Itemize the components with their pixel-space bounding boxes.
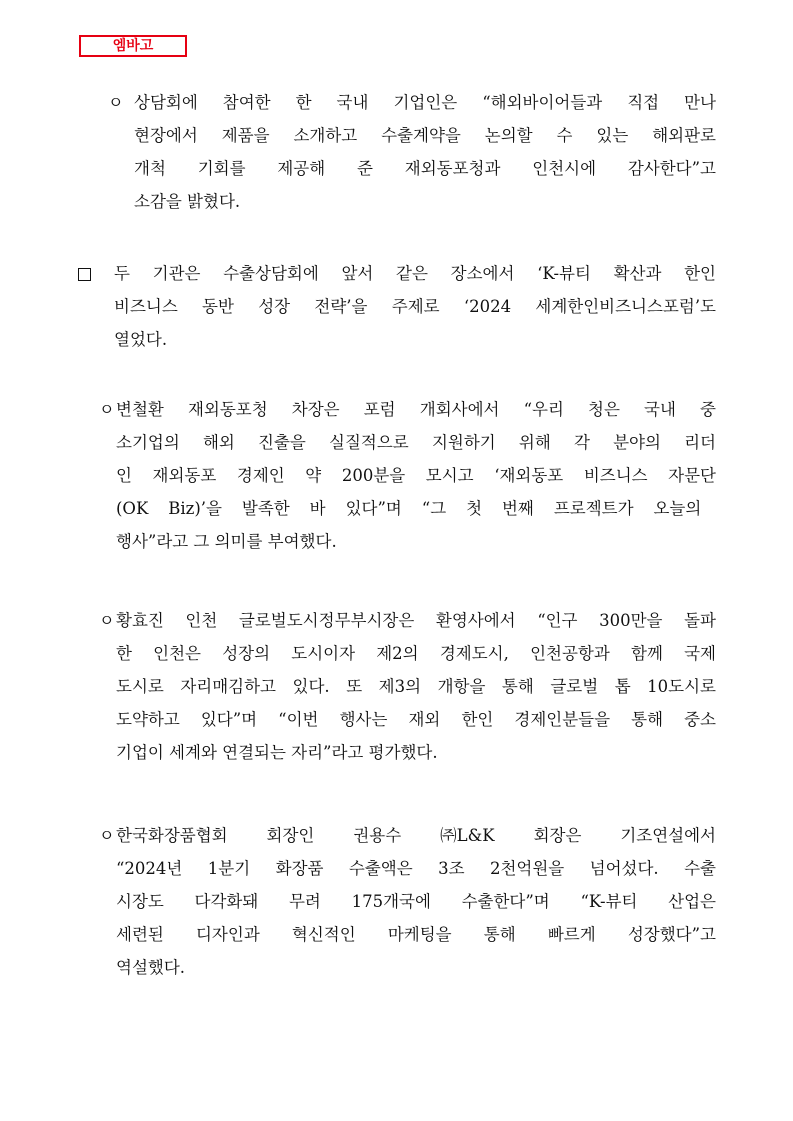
paragraph-business-feedback [134, 86, 716, 218]
paragraph-line: 기업이 세계와 연결되는 자리”라고 평가했다. [116, 743, 438, 762]
paragraph-line: 현장에서 제품을 소개하고 수출계약을 논의할 수 있는 해외판로 [134, 126, 716, 145]
paragraph-line: 비즈니스 동반 성장 전략’을 주제로 ‘2024 세계한인비즈니스포럼’도 [114, 297, 716, 316]
bullet-marker: ㅇ [99, 611, 115, 630]
paragraph-forum-intro [114, 257, 716, 356]
paragraph-line: 소기업의 해외 진출을 실질적으로 지원하기 위해 각 분야의 리더 [116, 433, 716, 452]
bullet-marker: ㅇ [99, 826, 115, 845]
paragraph-line: 시장도 다각화돼 무려 175개국에 수출한다”며 “K-뷰티 산업은 [116, 892, 716, 911]
paragraph-line: 변철환 재외동포청 차장은 포럼 개회사에서 “우리 청은 국내 중 [116, 400, 716, 419]
paragraph-line: 소감을 밝혔다. [134, 192, 241, 211]
paragraph-line: 상담회에 참여한 한 국내 기업인은 “해외바이어들과 직접 만나 [134, 93, 716, 112]
paragraph-opening-speech [116, 393, 716, 558]
paragraph-line: 도시로 자리매김하고 있다. 또 제3의 개항을 통해 글로벌 톱 10도시로 [116, 677, 716, 696]
paragraph-keynote [116, 819, 716, 984]
paragraph-line: 황효진 인천 글로벌도시정무부시장은 환영사에서 “인구 300만을 돌파 [116, 611, 716, 630]
paragraph-line: 두 기관은 수출상담회에 앞서 같은 장소에서 ‘K-뷰티 확산과 한인 [114, 264, 716, 283]
paragraph-line: 역설했다. [116, 958, 186, 977]
paragraph-line: 열었다. [114, 330, 168, 349]
paragraph-line: 세련된 디자인과 혁신적인 마케팅을 통해 빠르게 성장했다”고 [116, 925, 716, 944]
paragraph-line: 한국화장품협회 회장인 권용수 ㈜L&K 회장은 기조연설에서 [116, 826, 716, 845]
bullet-marker: ㅇ [99, 400, 115, 419]
bullet-marker: ㅇ [108, 93, 124, 112]
paragraph-line: 행사”라고 그 의미를 부여했다. [116, 532, 337, 551]
embargo-badge: 엠바고 [79, 35, 187, 57]
paragraph-line: “2024년 1분기 화장품 수출액은 3조 2천억원을 넘어섰다. 수출 [116, 859, 716, 878]
paragraph-line: 한 인천은 성장의 도시이자 제2의 경제도시, 인천공항과 함께 국제 [116, 644, 716, 663]
paragraph-line: 인 재외동포 경제인 약 200분을 모시고 ‘재외동포 비즈니스 자문단 [116, 466, 716, 485]
checkbox-square-marker [78, 268, 91, 281]
paragraph-line: 도약하고 있다”며 “이번 행사는 재외 한인 경제인분들을 통해 중소 [116, 710, 716, 729]
paragraph-line: (OK Biz)’을 발족한 바 있다”며 “그 첫 번째 프로젝트가 오늘의 [116, 499, 702, 518]
paragraph-line: 개척 기회를 제공해 준 재외동포청과 인천시에 감사한다”고 [134, 159, 716, 178]
paragraph-welcome-speech [116, 604, 716, 769]
